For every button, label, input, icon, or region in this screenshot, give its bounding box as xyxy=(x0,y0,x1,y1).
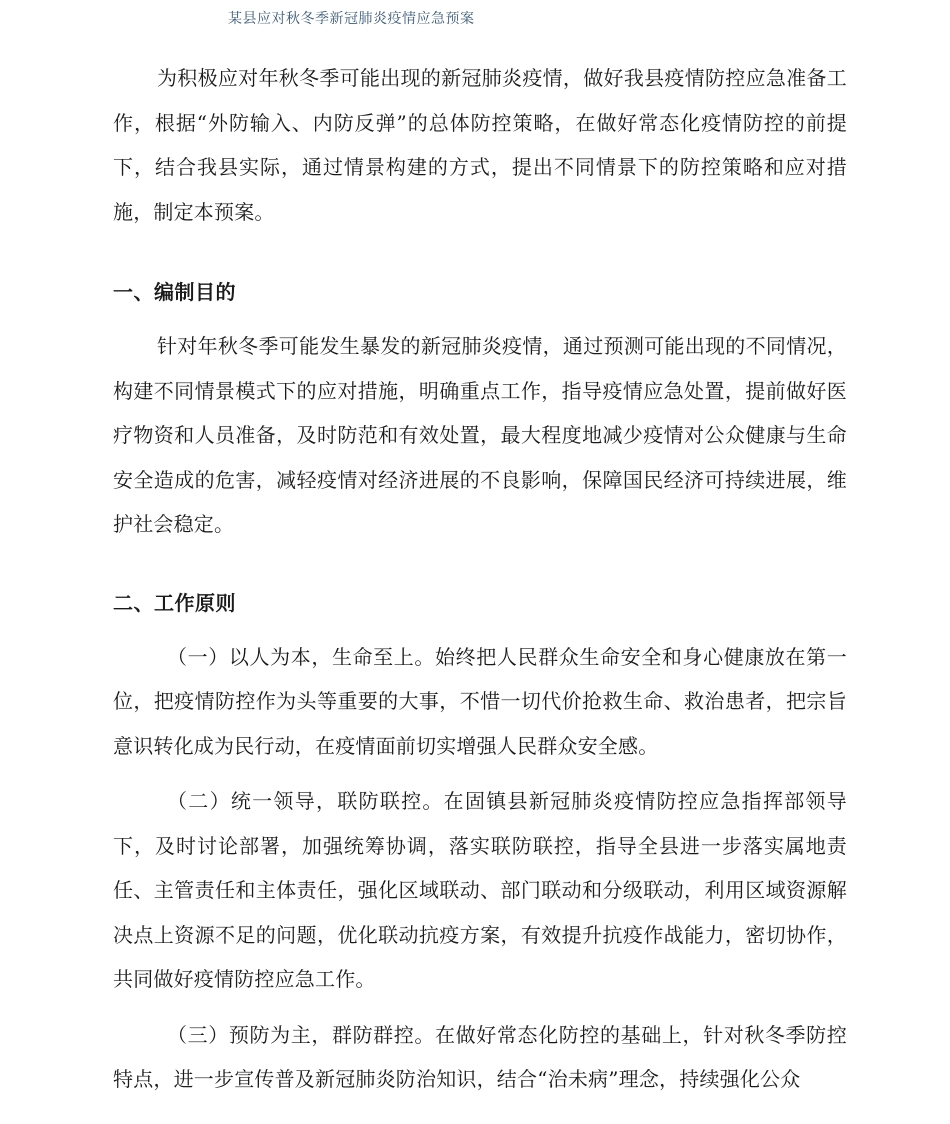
principle-paragraph-3: （三）预防为主，群防群控。在做好常态化防控的基础上，针对秋冬季防控特点，进一步宣传普及新冠肺炎防治知识，结合“治未病”理念，持续强化公众 xyxy=(113,1022,847,1091)
page-header-title: 某县应对秋冬季新冠肺炎疫情应急预案 xyxy=(228,11,475,27)
principle-paragraph-1: （一）以人为本，生命至上。始终把人民群众生命安全和身心健康放在第一位，把疫情防控作为头等重要的大事，不惜一切代价抢救生命、救治患者，把宗旨意识转化成为民行动，在疫情面前切实增强人民群众安全感。 xyxy=(113,644,847,758)
section-heading-purpose: 一、编制目的 xyxy=(113,280,236,304)
purpose-paragraph: 针对年秋冬季可能发生暴发的新冠肺炎疫情，通过预测可能出现的不同情况，构建不同情景模式下的应对措施，明确重点工作，指导疫情应急处置，提前做好医疗物资和人员准备，及时防范和有效处置，最大程度地减少疫情对公众健康与生命安全造成的危害，减轻疫情对经济进展的不良影响，保障国民经济可持续进展，维护社会稳定。 xyxy=(113,334,847,536)
document-body xyxy=(113,56,847,1102)
intro-paragraph: 为积极应对年秋冬季可能出现的新冠肺炎疫情，做好我县疫情防控应急准备工作，根据“外防输入、内防反弹”的总体防控策略，在做好常态化疫情防控的前提下，结合我县实际，通过情景构建的方式，提出不同情景下的防控策略和应对措施，制定本预案。 xyxy=(113,66,847,224)
principle-paragraph-2: （二）统一领导，联防联控。在固镇县新冠肺炎疫情防控应急指挥部领导下，及时讨论部署，加强统筹协调，落实联防联控，指导全县进一步落实属地责任、主管责任和主体责任，强化区域联动、部门联动和分级联动，利用区域资源解决点上资源不足的问题，优化联动抗疫方案，有效提升抗疫作战能力，密切协作，共同做好疫情防控应急工作。 xyxy=(113,789,847,991)
section-heading-principles: 二、工作原则 xyxy=(113,590,236,615)
